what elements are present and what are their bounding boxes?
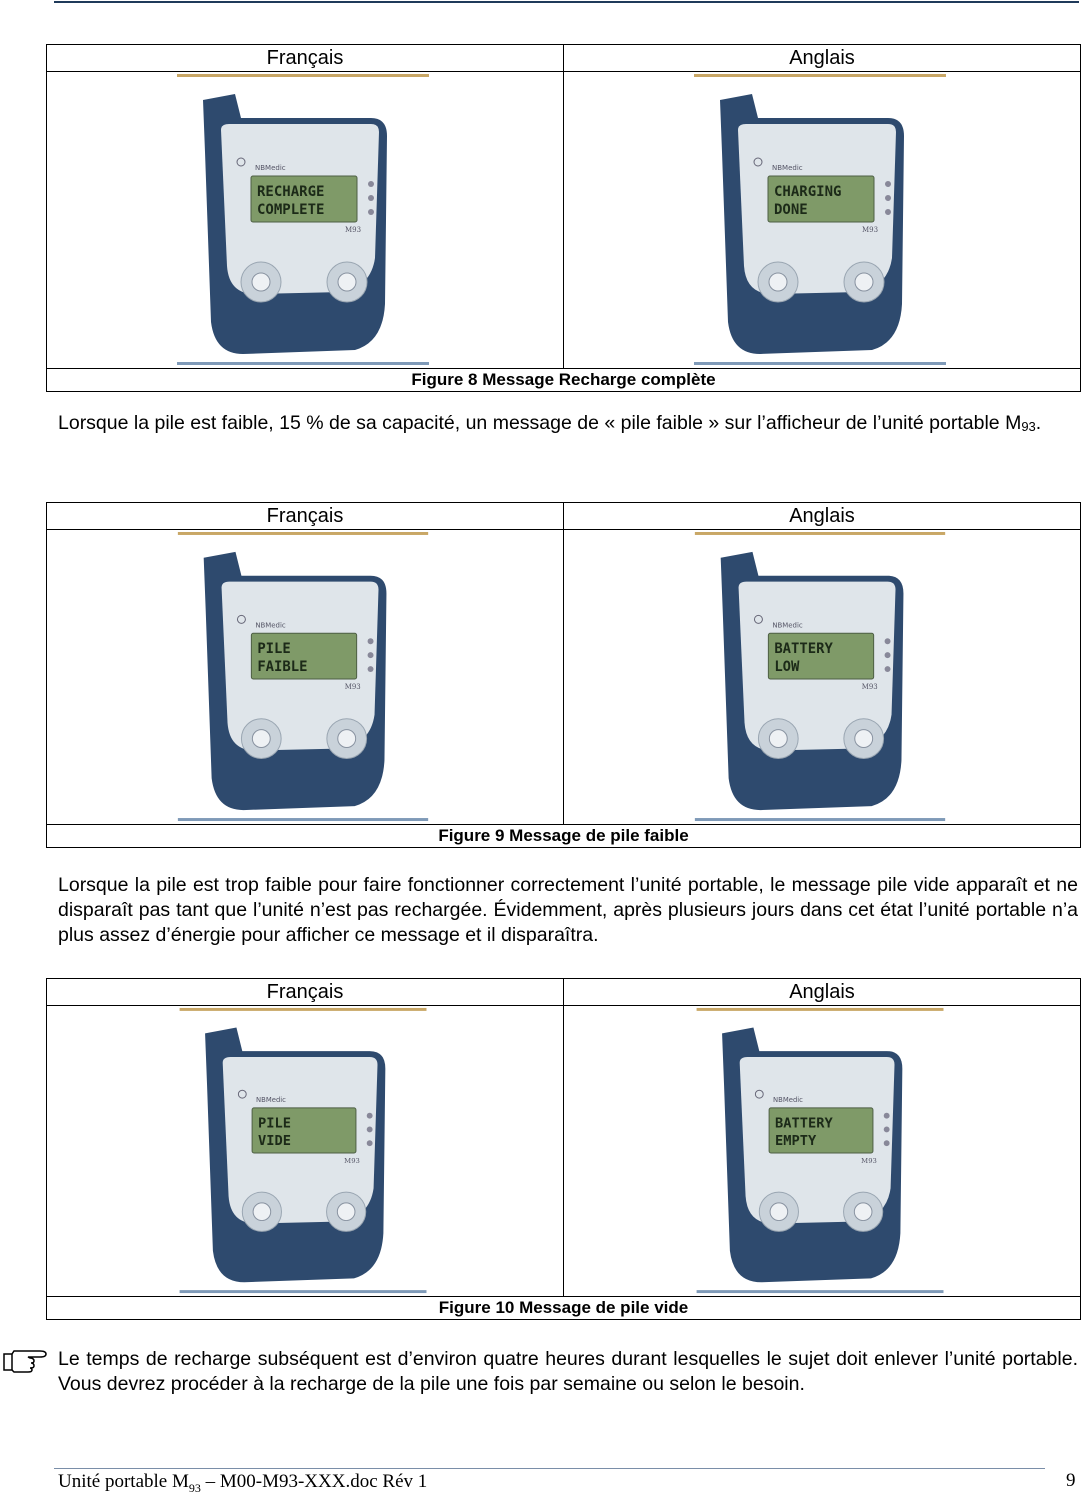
paragraph-low-battery: [58, 411, 1078, 439]
footer-text-b: – M00-M93-XXX.doc Rév 1: [200, 1471, 428, 1492]
lcd-line-1: PILE: [257, 1115, 291, 1132]
lcd-line-2: EMPTY: [774, 1133, 817, 1150]
figure-cell-en: [564, 72, 1081, 369]
frame-bar-bottom: [178, 818, 428, 821]
frame-bar-bottom: [697, 1290, 944, 1293]
heart-icon: [252, 273, 270, 291]
lcd-line-2: DONE: [774, 202, 808, 218]
mode-indicator-icon: [368, 195, 374, 201]
mode-indicator-icon: [885, 195, 891, 201]
battery-indicator-icon: [367, 1140, 373, 1146]
device-image: [176, 1006, 434, 1296]
model-label: M93: [345, 226, 362, 234]
top-rule: [54, 1, 1079, 3]
brand-label: NBMedic: [773, 1096, 803, 1105]
device-image: [692, 530, 952, 824]
frame-bar-top: [697, 1008, 944, 1011]
mode-indicator-icon: [367, 1127, 373, 1133]
heart-icon: [252, 730, 270, 748]
column-header-fr: Français: [47, 979, 564, 1006]
heart-icon: [769, 730, 787, 748]
heart-icon: [253, 1203, 271, 1221]
figure-table-10: [46, 978, 1081, 1320]
frame-bar-bottom: [177, 362, 429, 365]
frame-bar-bottom: [694, 362, 946, 365]
figure-caption: Figure 9 Message de pile faible: [47, 825, 1081, 848]
figure-table-9: [46, 502, 1081, 848]
footer-document-id: [58, 1471, 427, 1496]
model-label: M93: [344, 1156, 360, 1165]
figure-caption: Figure 8 Message Recharge complète: [47, 369, 1081, 392]
column-header-en: Anglais: [564, 503, 1081, 530]
footer-rule: [54, 1468, 1045, 1469]
crosshair-icon: [854, 1203, 872, 1221]
frame-bar-top: [178, 532, 428, 535]
battery-indicator-icon: [885, 209, 891, 215]
figure-cell-en: [564, 530, 1081, 825]
mode-indicator-icon: [885, 652, 891, 658]
model-label: M93: [861, 1156, 877, 1165]
column-header-fr: Français: [47, 45, 564, 72]
heart-indicator-icon: [368, 638, 374, 644]
crosshair-icon: [338, 273, 356, 291]
brand-label: NBMedic: [256, 1096, 286, 1105]
crosshair-icon: [855, 730, 873, 748]
column-header-fr: Français: [47, 503, 564, 530]
subscript: 93: [1021, 419, 1036, 434]
device-image: [693, 1006, 951, 1296]
device-image: [175, 530, 435, 824]
brand-label: NBMedic: [772, 621, 803, 630]
device-image: [175, 72, 435, 368]
device-image: [692, 72, 952, 368]
figure-caption: Figure 10 Message de pile vide: [47, 1297, 1081, 1320]
figure-cell-fr: [47, 72, 564, 369]
footer-text-a: Unité portable M: [58, 1471, 189, 1492]
heart-icon: [769, 273, 787, 291]
frame-bar-top: [177, 74, 429, 77]
mode-indicator-icon: [884, 1127, 890, 1133]
column-header-en: Anglais: [564, 979, 1081, 1006]
page-number: 9: [1066, 1470, 1076, 1491]
figure-cell-en: [564, 1006, 1081, 1297]
lcd-line-2: COMPLETE: [257, 202, 325, 218]
crosshair-icon: [337, 1203, 355, 1221]
battery-indicator-icon: [884, 1140, 890, 1146]
brand-label: NBMedic: [255, 164, 286, 172]
pointing-hand-icon: [2, 1344, 52, 1374]
paragraph-empty-battery: Lorsque la pile est trop faible pour faire fonctionner correctement l’unité portable, le message pile vide apparaît et ne disparaît pas tant que l’unité n’est pas rechargée. Évidemment, après plusieurs jours dans cet état l’unité portable n’a plus assez d’énergie pour afficher ce message et il disparaîtra.: [58, 874, 1078, 946]
paragraph-text: Lorsque la pile est faible, 15 % de sa capacité, un message de « pile faible » sur l’afficheur de l’unité portable M: [58, 412, 1022, 434]
frame-bar-bottom: [180, 1290, 427, 1293]
footer-subscript: 93: [188, 1480, 201, 1495]
heart-indicator-icon: [367, 1113, 373, 1119]
frame-bar-top: [180, 1008, 427, 1011]
figure-cell-fr: [47, 530, 564, 825]
lcd-line-2: VIDE: [257, 1133, 291, 1150]
brand-label: NBMedic: [772, 164, 803, 172]
model-label: M93: [344, 682, 361, 691]
lcd-line-2: FAIBLE: [257, 659, 308, 676]
frame-bar-bottom: [695, 818, 945, 821]
paragraph-end: .: [1035, 412, 1042, 434]
lcd-line-1: RECHARGE: [257, 184, 325, 200]
heart-indicator-icon: [368, 181, 374, 187]
crosshair-icon: [855, 273, 873, 291]
heart-indicator-icon: [884, 1113, 890, 1119]
column-header-en: Anglais: [564, 45, 1081, 72]
frame-bar-top: [695, 532, 945, 535]
battery-indicator-icon: [885, 666, 891, 672]
crosshair-icon: [338, 730, 356, 748]
lcd-line-1: CHARGING: [774, 184, 842, 200]
heart-indicator-icon: [885, 638, 891, 644]
lcd-line-1: BATTERY: [774, 641, 833, 658]
model-label: M93: [862, 226, 879, 234]
heart-icon: [770, 1203, 788, 1221]
heart-indicator-icon: [885, 181, 891, 187]
figure-table-8: [46, 44, 1081, 392]
figure-cell-fr: [47, 1006, 564, 1297]
lcd-line-2: LOW: [774, 659, 800, 676]
mode-indicator-icon: [368, 652, 374, 658]
battery-indicator-icon: [368, 666, 374, 672]
model-label: M93: [861, 682, 878, 691]
frame-bar-top: [694, 74, 946, 77]
paragraph-recharge-time: Le temps de recharge subséquent est d’environ quatre heures durant lesquelles le sujet doit enlever l’unité portable. Vous devrez procéder à la recharge de la pile une fois par semaine ou selon le besoin.: [58, 1348, 1078, 1395]
battery-indicator-icon: [368, 209, 374, 215]
brand-label: NBMedic: [255, 621, 286, 630]
lcd-line-1: BATTERY: [774, 1115, 833, 1132]
lcd-line-1: PILE: [257, 641, 291, 658]
